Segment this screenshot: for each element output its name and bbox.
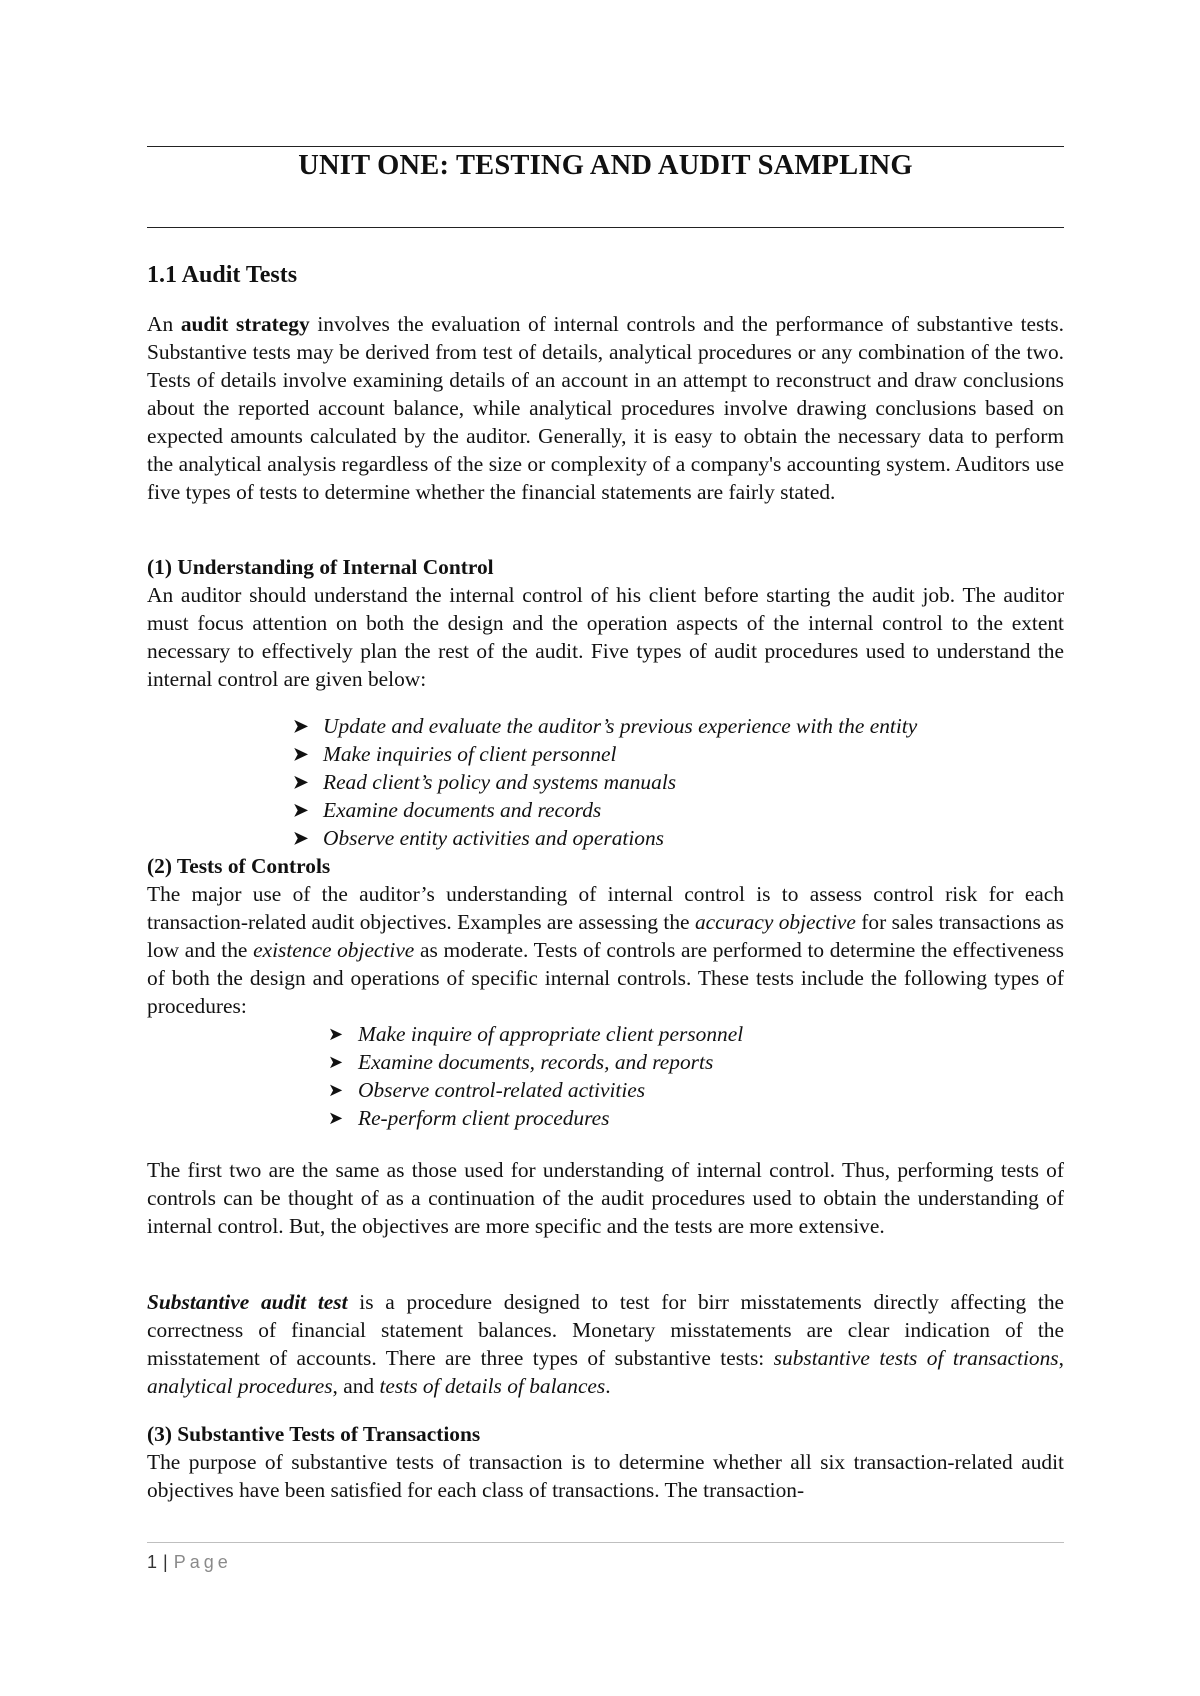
transactions-heading: (3) Substantive Tests of Transactions bbox=[147, 1422, 481, 1446]
transactions-block bbox=[147, 1420, 1064, 1504]
list-item: ➤ Observe entity activities and operations bbox=[293, 826, 664, 850]
controls-text: The major use of the auditor’s understanding of internal control is to assess control risk for each transaction-related audit objectives. Examples are assessing the accuracy objective for sales transactions as low and the existence objective as moderate. Tests of controls are performed to determine the effectiveness of both the design and operations of specific internal controls. These tests include the following types of procedures: bbox=[147, 882, 1064, 1018]
section-heading: 1.1 Audit Tests bbox=[147, 262, 298, 288]
top-rule bbox=[147, 146, 1064, 147]
arrow-bullet-icon: ➤ bbox=[328, 1052, 344, 1072]
substantive-term: Substantive audit test bbox=[147, 1290, 348, 1314]
understanding-block bbox=[147, 553, 1064, 693]
list-item: ➤ Read client’s policy and systems manuals bbox=[293, 770, 677, 794]
accuracy-objective-term: accuracy objective bbox=[694, 910, 856, 934]
arrow-bullet-icon: ➤ bbox=[293, 800, 309, 820]
footer-rule bbox=[147, 1542, 1064, 1543]
list-item: ➤ Examine documents and records bbox=[293, 798, 602, 822]
controls-bullet-list bbox=[328, 1020, 743, 1132]
arrow-bullet-icon: ➤ bbox=[328, 1108, 344, 1128]
list-item: ➤ Re-perform client procedures bbox=[328, 1106, 610, 1130]
list-item: ➤ Make inquire of appropriate client personnel bbox=[328, 1022, 744, 1046]
understanding-text: An auditor should understand the internal control of his client before starting the audit job. The auditor must focus attention on both the design and the operation aspects of the internal control to the extent necessary to effectively plan the rest of the audit. Five types of audit procedures used to understand the internal control are given below: bbox=[147, 583, 1064, 691]
intro-start: An bbox=[147, 312, 181, 336]
page-number: 1 bbox=[147, 1552, 158, 1572]
arrow-bullet-icon: ➤ bbox=[328, 1024, 344, 1044]
arrow-bullet-icon: ➤ bbox=[293, 772, 309, 792]
list-item: ➤ Examine documents, records, and reports bbox=[328, 1050, 714, 1074]
list-item: ➤ Make inquiries of client personnel bbox=[293, 742, 617, 766]
arrow-bullet-icon: ➤ bbox=[293, 828, 309, 848]
intro-bold-term: audit strategy bbox=[180, 312, 310, 336]
arrow-bullet-icon: ➤ bbox=[293, 744, 309, 764]
substantive-paragraph: Substantive audit test is a procedure designed to test for birr misstatements directly affecting the correctness of financial statement balances. Monetary misstatements are clear indication of the misstatement of accounts. There are three types of substantive tests: substantive tests of transactions, analytical procedures, and tests of details of balances. bbox=[147, 1290, 1065, 1398]
intro-rest: involves the evaluation of internal controls and the performance of substantive tests. Substantive tests may be derived from test of details, analytical procedures or any combination of the two. Tests of details involve examining details of an account in an attempt to reconstruct and draw conclusions about the reported account balance, while analytical procedures involve drawing conclusions based on expected amounts calculated by the auditor. Generally, it is easy to obtain the necessary data to perform the analytical analysis regardless of the size or complexity of a company's accounting system. Auditors use five types of tests to determine whether the financial statements are fairly stated. bbox=[147, 312, 1064, 504]
page-footer: 1 | Page bbox=[147, 1552, 232, 1572]
list-item: ➤ Update and evaluate the auditor’s previous experience with the entity bbox=[293, 714, 918, 738]
controls-heading: (2) Tests of Controls bbox=[147, 854, 331, 878]
controls-after-paragraph: The first two are the same as those used for understanding of internal control. Thus, performing tests of controls can be thought of as a continuation of the audit procedures used to obtain the understanding of internal control. But, the objectives are more specific and the tests are more extensive. bbox=[147, 1158, 1064, 1238]
arrow-bullet-icon: ➤ bbox=[328, 1080, 344, 1100]
understanding-heading: (1) Understanding of Internal Control bbox=[147, 555, 494, 579]
page-title: UNIT ONE: TESTING AND AUDIT SAMPLING bbox=[298, 150, 913, 181]
title-underline-rule bbox=[147, 227, 1064, 228]
list-item: ➤ Observe control-related activities bbox=[328, 1078, 646, 1102]
controls-block bbox=[147, 852, 1064, 1020]
transactions-text: The purpose of substantive tests of transaction is to determine whether all six transaction-related audit objectives have been satisfied for each class of transactions. The transaction- bbox=[147, 1450, 1064, 1502]
existence-objective-term: existence objective bbox=[253, 938, 415, 962]
arrow-bullet-icon: ➤ bbox=[293, 716, 309, 736]
intro-paragraph bbox=[147, 310, 1064, 506]
understanding-bullet-list bbox=[293, 712, 917, 852]
page-label: Page bbox=[173, 1552, 232, 1572]
